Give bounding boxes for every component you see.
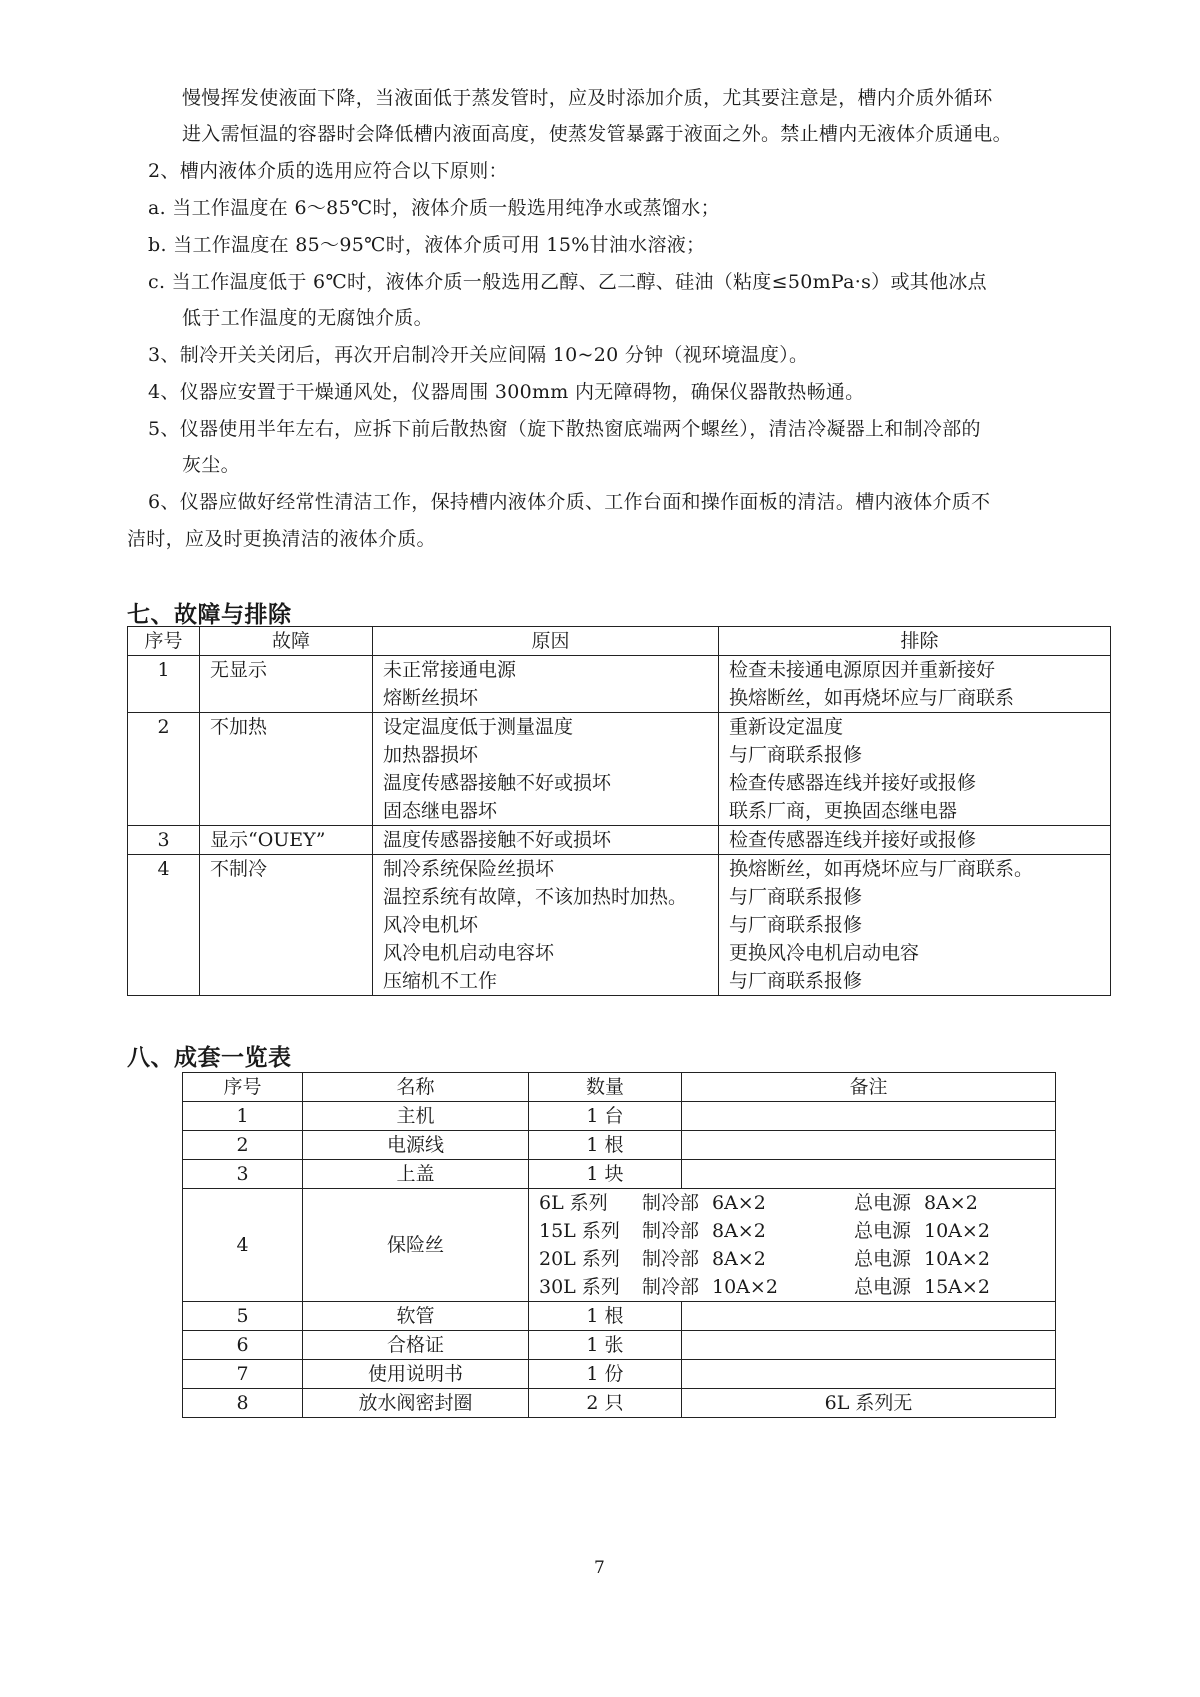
table-row-fuses — [183, 1189, 1056, 1302]
row-name: 上盖 — [303, 1160, 529, 1189]
row-qty: 1 张 — [529, 1331, 682, 1360]
fuse-part-label: 制冷部 — [642, 1192, 700, 1214]
section-heading-package-list: 八、成套一览表 — [127, 1044, 292, 1071]
fix-line: 检查未接通电源原因并重新接好 — [729, 659, 996, 681]
row-note — [682, 1360, 1056, 1389]
cause-line: 加热器损坏 — [383, 744, 479, 766]
fix-line: 换熔断丝，如再烧坏应与厂商联系。 — [729, 858, 1034, 880]
list-item-4: 4、仪器应安置于干燥通风处，仪器周围 300mm 内无障碍物，确保仪器散热畅通。 — [148, 381, 865, 403]
list-item-5-cont: 灰尘。 — [182, 454, 240, 476]
row-fixes — [719, 656, 1111, 713]
row-name: 软管 — [303, 1302, 529, 1331]
cause-line: 温度传感器接触不好或损坏 — [383, 829, 612, 851]
fix-line: 更换风冷电机启动电容 — [729, 942, 920, 964]
header-name: 名称 — [303, 1073, 529, 1102]
row-no: 3 — [183, 1160, 303, 1189]
fuse-part-value: 6A×2 — [712, 1192, 766, 1214]
troubleshooting-table — [127, 626, 1111, 996]
cause-line: 未正常接通电源 — [383, 659, 517, 681]
cause-line: 风冷电机坏 — [383, 914, 479, 936]
table-row — [183, 1302, 1056, 1331]
row-note — [682, 1102, 1056, 1131]
row-note: 6L 系列无 — [682, 1389, 1056, 1418]
row-name: 主机 — [303, 1102, 529, 1131]
table-row — [183, 1389, 1056, 1418]
fuse-main-label: 总电源 — [854, 1276, 912, 1298]
sub-item-c-cont: 低于工作温度的无腐蚀介质。 — [182, 307, 433, 329]
cause-line: 固态继电器坏 — [383, 800, 498, 822]
paragraph-line: 慢慢挥发使液面下降，当液面低于蒸发管时，应及时添加介质，尤其要注意是，槽内介质外循环 — [182, 87, 993, 109]
row-no: 7 — [183, 1360, 303, 1389]
section-heading-troubleshooting: 七、故障与排除 — [127, 601, 292, 628]
cause-line: 压缩机不工作 — [383, 970, 498, 992]
table-row — [183, 1331, 1056, 1360]
row-fault: 不制冷 — [200, 855, 373, 996]
row-no: 1 — [183, 1102, 303, 1131]
fuse-part-label: 制冷部 — [642, 1220, 700, 1242]
row-qty: 2 只 — [529, 1389, 682, 1418]
list-item-5: 5、仪器使用半年左右，应拆下前后散热窗（旋下散热窗底端两个螺丝），清洁冷凝器上和制冷部的 — [148, 418, 981, 440]
row-name: 保险丝 — [303, 1189, 529, 1302]
sub-item-b: b. 当工作温度在 85～95℃时，液体介质可用 15%甘油水溶液； — [148, 234, 706, 256]
fuse-main-value: 15A×2 — [924, 1276, 990, 1298]
row-qty: 1 根 — [529, 1302, 682, 1331]
row-no: 4 — [183, 1189, 303, 1302]
row-no: 6 — [183, 1331, 303, 1360]
header-qty: 数量 — [529, 1073, 682, 1102]
fuse-part-value: 8A×2 — [712, 1248, 766, 1270]
fuse-part-value: 10A×2 — [712, 1276, 778, 1298]
list-item-6: 6、仪器应做好经常性清洁工作，保持槽内液体介质、工作台面和操作面板的清洁。槽内液体介质不 — [148, 491, 991, 513]
fuse-series: 30L 系列 — [539, 1276, 620, 1298]
sub-item-c: c. 当工作温度低于 6℃时，液体介质一般选用乙醇、乙二醇、硅油（粘度≤50mPa·s）或其他冰点 — [148, 271, 987, 293]
fuse-spec-line — [539, 1273, 1055, 1301]
cause-line: 设定温度低于测量温度 — [383, 716, 574, 738]
row-fault: 显示“OUEY” — [200, 826, 373, 855]
header-note: 备注 — [682, 1073, 1056, 1102]
row-note — [682, 1302, 1056, 1331]
table-row — [183, 1160, 1056, 1189]
list-item-3: 3、制冷开关关闭后，再次开启制冷开关应间隔 10~20 分钟（视环境温度）。 — [148, 344, 809, 366]
fuse-spec-line — [539, 1189, 1055, 1217]
fuse-main-label: 总电源 — [854, 1192, 912, 1214]
fuse-main-value: 10A×2 — [924, 1220, 990, 1242]
fix-line: 与厂商联系报修 — [729, 886, 863, 908]
row-qty: 1 台 — [529, 1102, 682, 1131]
row-fixes — [719, 855, 1111, 996]
table-row — [128, 656, 1111, 713]
row-fixes — [719, 713, 1111, 826]
table-row — [128, 713, 1111, 826]
header-fault: 故障 — [200, 627, 373, 656]
row-note — [682, 1331, 1056, 1360]
table-row — [128, 855, 1111, 996]
sub-item-a: a. 当工作温度在 6～85℃时，液体介质一般选用纯净水或蒸馏水； — [148, 197, 720, 219]
fuse-main-value: 10A×2 — [924, 1248, 990, 1270]
fuse-part-label: 制冷部 — [642, 1248, 700, 1270]
cause-line: 温控系统有故障，不该加热时加热。 — [383, 886, 688, 908]
table-row — [183, 1102, 1056, 1131]
fix-line: 检查传感器连线并接好或报修 — [729, 772, 977, 794]
list-item-2: 2、槽内液体介质的选用应符合以下原则： — [148, 160, 508, 182]
header-no: 序号 — [183, 1073, 303, 1102]
row-qty: 1 份 — [529, 1360, 682, 1389]
header-cause: 原因 — [373, 627, 719, 656]
header-fix: 排除 — [719, 627, 1111, 656]
fuse-main-label: 总电源 — [854, 1220, 912, 1242]
row-no: 2 — [183, 1131, 303, 1160]
fuse-main-label: 总电源 — [854, 1248, 912, 1270]
fix-line: 换熔断丝，如再烧坏应与厂商联系 — [729, 687, 1015, 709]
fuse-series: 6L 系列 — [539, 1192, 608, 1214]
fuse-main-value: 8A×2 — [924, 1192, 978, 1214]
row-no: 1 — [128, 656, 200, 713]
fix-line: 重新设定温度 — [729, 716, 844, 738]
row-no: 8 — [183, 1389, 303, 1418]
cause-line: 熔断丝损坏 — [383, 687, 479, 709]
fuse-series: 20L 系列 — [539, 1248, 620, 1270]
paragraph-line: 进入需恒温的容器时会降低槽内液面高度，使蒸发管暴露于液面之外。禁止槽内无液体介质通电。 — [182, 123, 1012, 145]
row-causes — [373, 713, 719, 826]
cause-line: 风冷电机启动电容坏 — [383, 942, 555, 964]
cause-line: 温度传感器接触不好或损坏 — [383, 772, 612, 794]
table-header-row — [183, 1073, 1056, 1102]
row-name: 合格证 — [303, 1331, 529, 1360]
row-no: 2 — [128, 713, 200, 826]
fix-line: 联系厂商，更换固态继电器 — [729, 800, 958, 822]
table-row — [128, 826, 1111, 855]
row-causes — [373, 656, 719, 713]
cause-line: 制冷系统保险丝损坏 — [383, 858, 555, 880]
page-number: 7 — [594, 1558, 605, 1578]
package-list-table — [182, 1072, 1056, 1418]
row-no: 5 — [183, 1302, 303, 1331]
table-row — [183, 1131, 1056, 1160]
row-fault: 无显示 — [200, 656, 373, 713]
list-item-6-cont: 洁时，应及时更换清洁的液体介质。 — [127, 528, 436, 550]
fix-line: 与厂商联系报修 — [729, 914, 863, 936]
table-header-row — [128, 627, 1111, 656]
row-name: 放水阀密封圈 — [303, 1389, 529, 1418]
fix-line: 与厂商联系报修 — [729, 744, 863, 766]
fuse-spec-line — [539, 1217, 1055, 1245]
row-qty: 1 根 — [529, 1131, 682, 1160]
row-note — [682, 1131, 1056, 1160]
fuse-spec-cell — [529, 1189, 1056, 1302]
row-no: 4 — [128, 855, 200, 996]
fuse-part-value: 8A×2 — [712, 1220, 766, 1242]
fix-line: 检查传感器连线并接好或报修 — [729, 829, 977, 851]
row-qty: 1 块 — [529, 1160, 682, 1189]
row-fault: 不加热 — [200, 713, 373, 826]
row-name: 电源线 — [303, 1131, 529, 1160]
row-note — [682, 1160, 1056, 1189]
fuse-series: 15L 系列 — [539, 1220, 620, 1242]
table-row — [183, 1360, 1056, 1389]
header-no: 序号 — [128, 627, 200, 656]
row-causes — [373, 826, 719, 855]
row-name: 使用说明书 — [303, 1360, 529, 1389]
fuse-part-label: 制冷部 — [642, 1276, 700, 1298]
row-no: 3 — [128, 826, 200, 855]
row-fixes — [719, 826, 1111, 855]
row-causes — [373, 855, 719, 996]
fix-line: 与厂商联系报修 — [729, 970, 863, 992]
fuse-spec-line — [539, 1245, 1055, 1273]
